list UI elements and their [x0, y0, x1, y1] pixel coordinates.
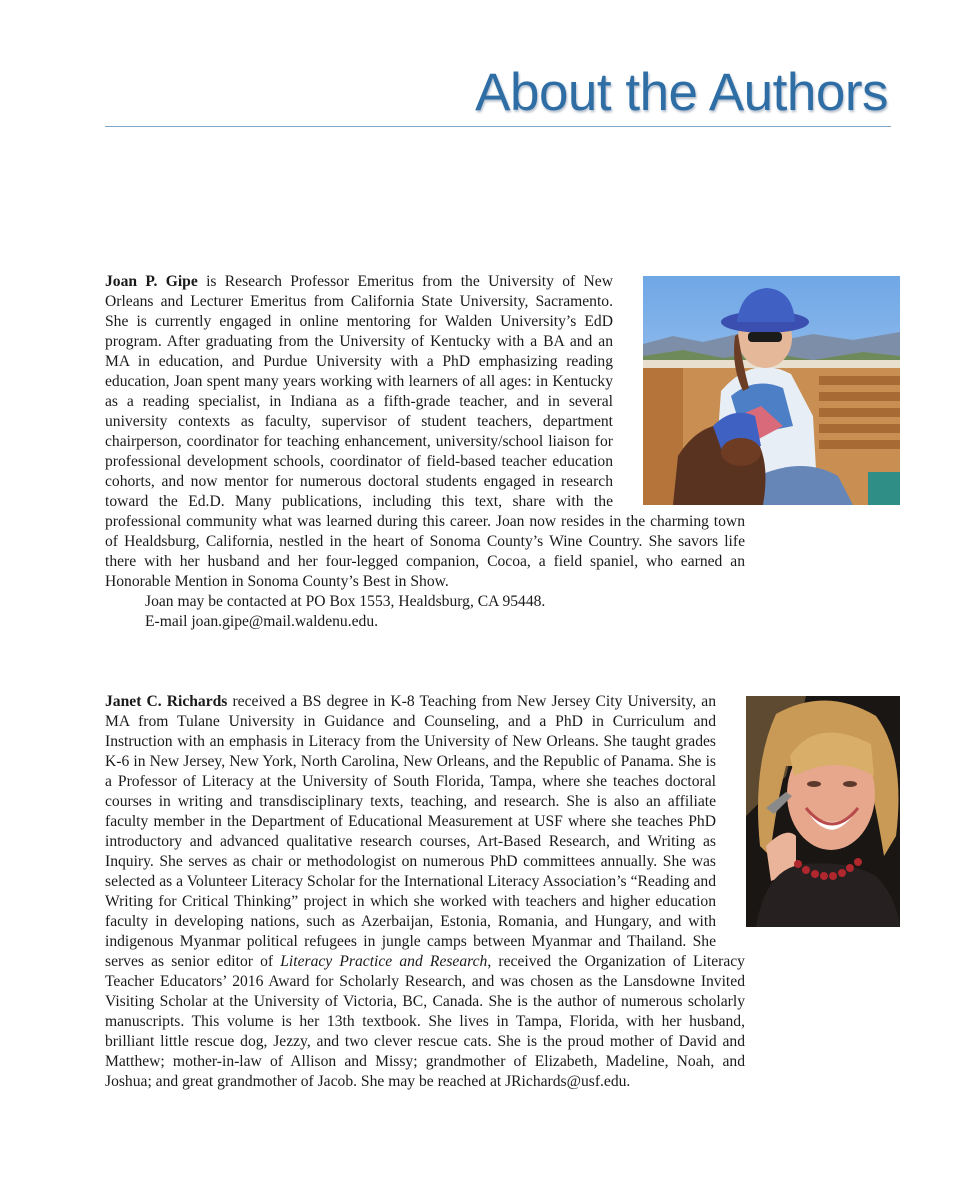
- author-name-richards: Janet C. Richards: [105, 693, 228, 710]
- author-photo-richards: [746, 696, 900, 927]
- page-title: About the Authors: [475, 63, 888, 122]
- title-rule: [105, 126, 891, 127]
- author-bio-text-richards-part2: , received the Organization of Literacy Teacher Educators’ 2016 Award for Scholarly Research, and was chosen as the Lansdowne Invited Visiting Scholar at the University of Victoria, BC, Canada. She is the author of numerous scholarly manuscripts. This volume is her 13th textbook. She lives in Tampa, Florida, with her husband, brilliant little rescue dog, Jezzy, and two clever rescue cats. She is the proud mother of David and Matthew; mother-in-law of Allison and Missy; grandmother of Elizabeth, Madeline, Noah, and Joshua; and great grandmother of Jacob. She may be reached at JRichards@usf.edu.: [105, 953, 745, 1090]
- author-bio-gipe: [105, 272, 745, 632]
- contact-address-gipe: Joan may be contacted at PO Box 1553, Healdsburg, CA 95448.: [145, 593, 546, 610]
- journal-title: Literacy Practice and Research: [280, 953, 488, 970]
- author-bio-text-richards-part1: received a BS degree in K-8 Teaching from New Jersey City University, an MA from Tulane University in Guidance and Counseling, and a PhD in Curriculum and Instruction with an emphasis in Literacy from the University of New Orleans. She taught grades K-6 in New Jersey, New York, North Carolina, New Orleans, and the Republic of Panama. She is a Professor of Literacy at the University of South Florida, Tampa, where she teaches doctoral courses in writing and transdisciplinary texts, teaching, and research. She is also an affiliate faculty member in the Department of Educational Measurement at USF where she teaches PhD introductory and advanced qualitative research courses, Art-Based Research, and Writing as Inquiry. She serves as chair or methodologist on numerous PhD committees annually. She was selected as a Volunteer Literacy Scholar for the International Literacy Association’s “Reading and Writing for Critical Thinking” project in which she worked with teachers and higher education faculty in developing nations, such as Azerbaijan, Estonia, Romania, and Hungary, and with indigenous Myanmar political refugees in jungle camps between Myanmar and Thailand. She serves as senior editor of: [105, 693, 717, 970]
- author-bio-richards: [105, 692, 745, 1092]
- author-photo-gipe: [643, 276, 900, 505]
- contact-email-gipe: E-mail joan.gipe@mail.waldenu.edu.: [145, 613, 379, 630]
- author-name-gipe: Joan P. Gipe: [105, 273, 198, 290]
- author-bio-text-gipe: is Research Professor Emeritus from the University of New Orleans and Lecturer Emeritus from California State University, Sacramento. She is currently engaged in online mentoring for Walden University’s EdD program. After graduating from the University of Kentucky with a BA and an MA in education, and Purdue University with a PhD emphasizing reading education, Joan spent many years working with learners of all ages: in Kentucky as a reading specialist, in Indiana as a fifth-grade teacher, and in several university contexts as faculty, supervisor of student teachers, department chairperson, coordinator for teaching enhancement, university/school liaison for professional development schools, coordinator of field-based teacher education cohorts, and now mentor for numerous doctoral students engaged in research toward the Ed.D. Many publications, including this text, share with the professional community what was learned during this career. Joan now resides in the charming town of Healdsburg, California, nestled in the heart of Sonoma County’s Wine Country. She savors life there with her husband and her four-legged companion, Cocoa, a field spaniel, who earned an Honorable Mention in Sonoma County’s Best in Show.: [105, 273, 745, 590]
